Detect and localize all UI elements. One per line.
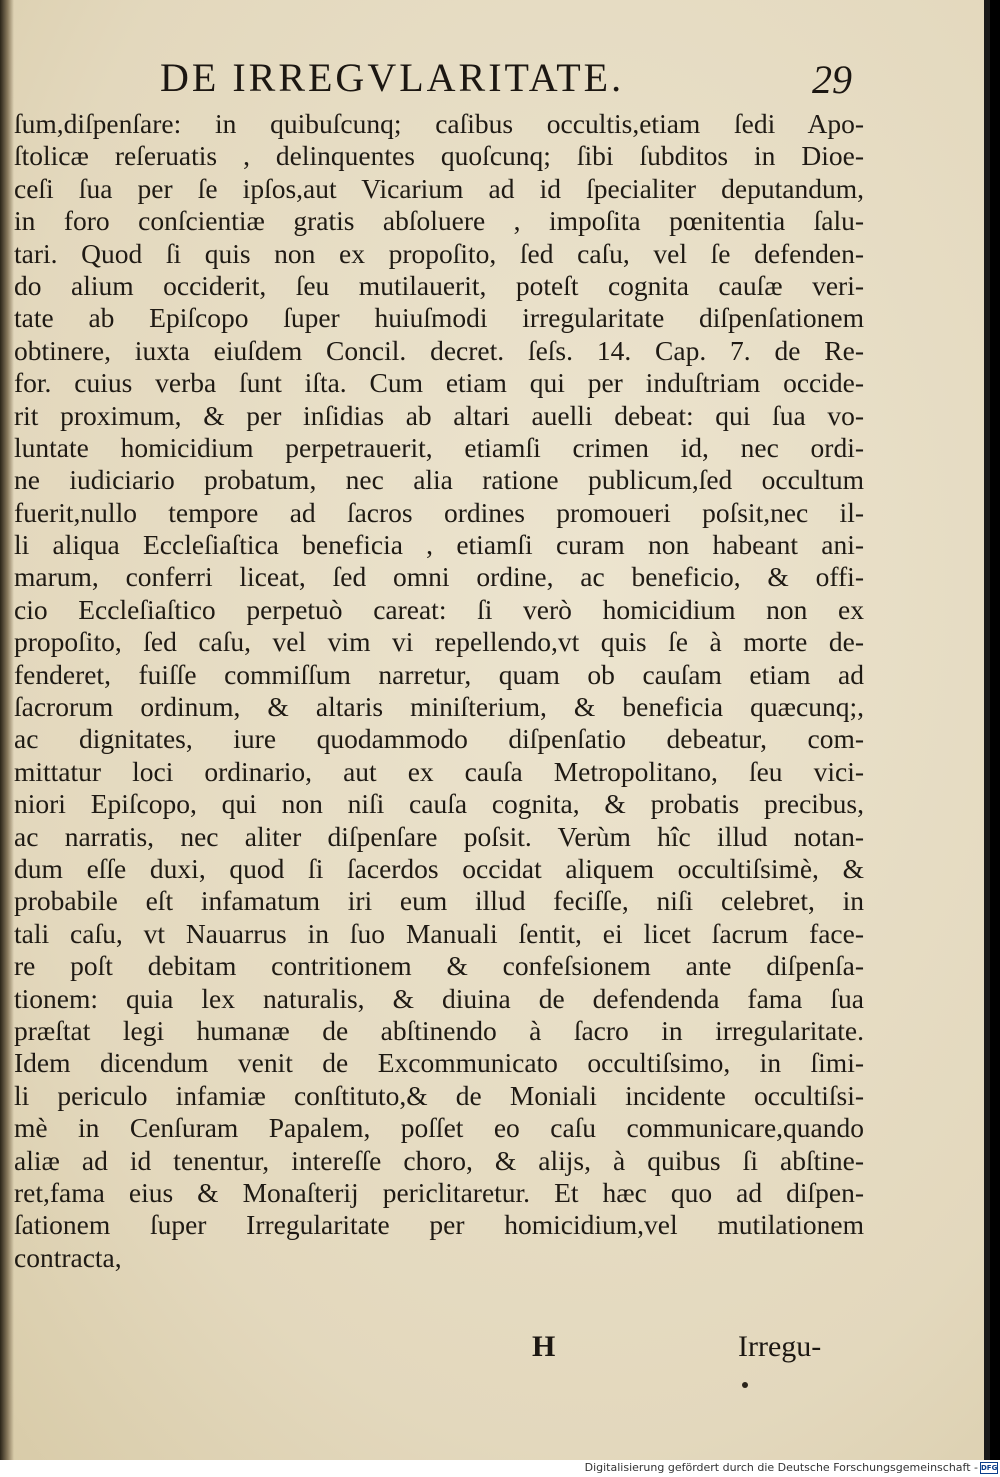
text-line: Idem dicendum venit de Excommunicato occultiſsimo, in ſimi-: [14, 1047, 864, 1079]
text-line: re poſt debitam contritionem & confeſsionem ante diſpenſa-: [14, 950, 864, 982]
text-line: marum, conferri liceat, ſed omni ordine, ac beneficio, & offi-: [14, 561, 864, 593]
text-line: tari. Quod ſi quis non ex propoſito, ſed caſu, vel ſe defenden-: [14, 237, 864, 269]
signature-mark: H: [532, 1330, 556, 1363]
text-line: ac dignitates, iure quodammodo diſpenſatio debeatur, com-: [14, 723, 864, 755]
text-line: mè in Cenſuram Papalem, poſſet eo caſu communicare,quando: [14, 1112, 864, 1144]
text-line: tali caſu, vt Nauarrus in ſuo Manuali ſentit, ei licet ſacrum face-: [14, 917, 864, 949]
text-line: ſationem ſuper Irregularitate per homicidium,vel mutilationem: [14, 1209, 864, 1241]
ink-speck: [742, 1382, 748, 1388]
page-number: 29: [812, 57, 852, 102]
text-line: fenderet, fuiſſe commiſſum narretur, quam ob cauſam etiam ad: [14, 658, 864, 690]
text-line: ceſi ſua per ſe ipſos,aut Vicarium ad id ſpecialiter deputandum,: [14, 172, 864, 204]
text-line: fuerit,nullo tempore ad ſacros ordines promoueri poſsit,nec il-: [14, 496, 864, 528]
digitization-credit-bar: [0, 1460, 1000, 1477]
text-line: li aliqua Eccleſiaſtica beneficia , etiamſi curam non habeant ani-: [14, 529, 864, 561]
credit-text: Digitalisierung gefördert durch die Deutsche Forschungsgemeinschaft -: [584, 1461, 978, 1474]
text-line: li periculo infamiæ conſtituto,& de Moniali incidente occultiſsi-: [14, 1079, 864, 1111]
text-line: aliæ ad id tenentur, intereſſe choro, & alijs, à quibus ſi abſtine-: [14, 1144, 864, 1176]
text-line: tionem: quia lex naturalis, & diuina de defendenda fama ſua: [14, 982, 864, 1014]
text-line: cio Eccleſiaſtico perpetuò careat: ſi verò homicidium non ex: [14, 593, 864, 625]
text-line: obtinere, iuxta eiuſdem Concil. decret. ſeſs. 14. Cap. 7. de Re-: [14, 334, 864, 366]
text-line: mittatur loci ordinario, aut ex cauſa Metropolitano, ſeu vici-: [14, 755, 864, 787]
text-line: ne iudiciario probatum, nec alia ratione publicum,ſed occultum: [14, 464, 864, 496]
text-line: in foro conſcientiæ gratis abſoluere , impoſita pœnitentia ſalu-: [14, 205, 864, 237]
text-line: dum eſſe duxi, quod ſi ſacerdos occidat aliquem occultiſsimè, &: [14, 852, 864, 884]
body-text: [14, 108, 864, 1274]
running-head: DE IRREGVLARITATE.: [160, 55, 625, 100]
text-line: ſtolicæ reſeruatis , delinquentes quoſcunq; ſibi ſubditos in Dioe-: [14, 140, 864, 172]
text-line: do alium occiderit, ſeu mutilauerit, poteſt cognita cauſæ veri-: [14, 269, 864, 301]
text-line: ret,fama eius & Monaſterij periclitaretur. Et hæc quo ad diſpen-: [14, 1176, 864, 1208]
text-line: præſtat legi humanæ de abſtinendo à ſacro in irregularitate.: [14, 1014, 864, 1046]
dfg-logo-icon: DFG: [981, 1464, 998, 1472]
binding-gutter: [0, 0, 14, 1460]
catchword: Irregu-: [738, 1330, 822, 1363]
text-line: propoſito, ſed caſu, vel vim vi repellendo,vt quis ſe à morte de-: [14, 626, 864, 658]
text-line: ac narratis, nec aliter diſpenſare poſsit. Verùm hîc illud notan-: [14, 820, 864, 852]
text-line: tate ab Epiſcopo ſuper huiuſmodi irregularitate diſpenſationem: [14, 302, 864, 334]
text-line: luntate homicidium perpetrauerit, etiamſi crimen id, nec ordi-: [14, 431, 864, 463]
text-line: ſum,diſpenſare: in quibuſcunq; caſibus occultis,etiam ſedi Apo-: [14, 108, 864, 139]
text-line: niori Epiſcopo, qui non niſi cauſa cognita, & probatis precibus,: [14, 788, 864, 820]
page-footer: [0, 1330, 990, 1370]
text-line: contracta,: [14, 1241, 122, 1273]
text-line: for. cuius verba ſunt iſta. Cum etiam qui per induſtriam occide-: [14, 367, 864, 399]
text-line: rit proximum, & per inſidias ab altari auelli debeat: qui ſua vo-: [14, 399, 864, 431]
text-line: ſacrorum ordinum, & altaris miniſterium, & beneficia quæcunq;,: [14, 691, 864, 723]
text-line: probabile eſt infamatum iri eum illud feciſſe, niſi celebret, in: [14, 885, 864, 917]
page-header: [0, 54, 990, 104]
